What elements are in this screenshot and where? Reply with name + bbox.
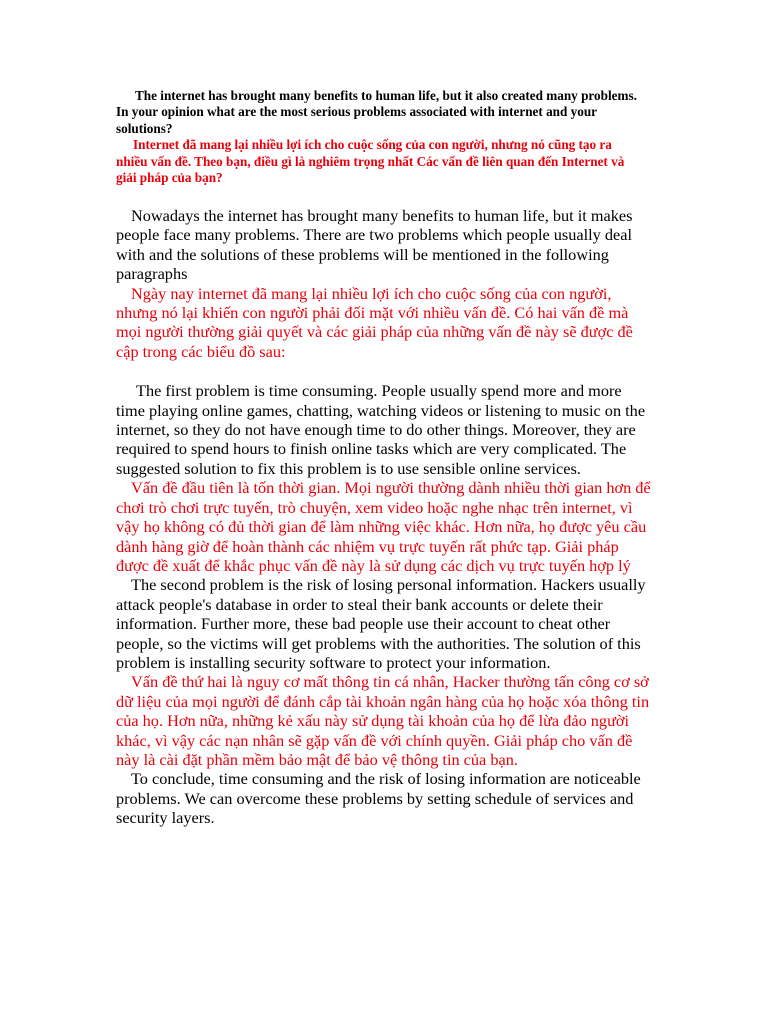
conclusion-paragraph-english: To conclude, time consuming and the risk of losing information are noticeable problems. We can overcome these problems by setting schedule of services and security layers. — [116, 769, 641, 828]
intro-paragraph-english: Nowadays the internet has brought many benefits to human life, but it makes people face many problems. There are two problems which people usually deal with and the solutions of these problems will be mentioned in the following paragraphs — [116, 206, 633, 284]
question-english: The internet has brought many benefits to human life, but it also created many problems. In your opinion what are the most serious problems associated with internet and your solutions? — [116, 88, 637, 136]
problem1-paragraph-english: The first problem is time consuming. People usually spend more and more time playing online games, chatting, watching videos or listening to music on the internet, so they do not have enough time to do other things. Moreover, they are required to spend hours to finish online tasks which are very complicated. The suggested solution to fix this problem is to use sensible online services. — [116, 381, 646, 478]
intro-paragraph-vietnamese: Ngày nay internet đã mang lại nhiều lợi ích cho cuộc sống của con người, nhưng nó lại khiến con người phải đối mặt với nhiều vấn đề. Có hai vấn đề mà mọi người thường giải quyết và các giải pháp của những vấn đề này sẽ được đề cập trong các biểu đồ sau: — [116, 283, 633, 361]
problem2-paragraph-vietnamese: Vấn đề thứ hai là nguy cơ mất thông tin cá nhân, Hacker thường tấn công cơ sở dữ liệu của mọi người để đánh cắp tài khoản ngân hàng của họ hoặc xóa thông tin của họ. Hơn nữa, những kẻ xấu này sử dụng tài khoản của họ để lừa đảo người khác, vì vậy các nạn nhân sẽ gặp vấn đề với chính quyền. Giải pháp cho vấn đề này là cài đặt phần mềm bảo mật để bảo vệ thông tin của bạn. — [116, 672, 650, 769]
essay-body — [116, 206, 652, 828]
essay-question — [116, 88, 646, 186]
problem1-paragraph-vietnamese: Vấn đề đầu tiên là tốn thời gian. Mọi người thường dành nhiều thời gian hơn để chơi trò chơi trực tuyến, trò chuyện, xem video hoặc nghe nhạc trên internet, vì vậy họ không có đủ thời gian để làm những việc khác. Hơn nữa, họ được yêu cầu dành hàng giờ để hoàn thành các nhiệm vụ trực tuyến rất phức tạp. Giải pháp được đề xuất để khắc phục vấn đề này là sử dụng các dịch vụ trực tuyến hợp lý — [116, 478, 651, 575]
problem2-paragraph-english: The second problem is the risk of losing personal information. Hackers usually attack people's database in order to steal their bank accounts or delete their information. Further more, these bad people use their account to cheat other people, so the victims will get problems with the authorities. The solution of this problem is installing security software to protect your information. — [116, 575, 646, 672]
question-vietnamese: Internet đã mang lại nhiều lợi ích cho cuộc sống của con người, nhưng nó cũng tạo ra nhiều vấn đề. Theo bạn, điều gì là nghiêm trọng nhất Các vấn đề liên quan đến Internet và giải pháp của bạn? — [116, 137, 625, 186]
